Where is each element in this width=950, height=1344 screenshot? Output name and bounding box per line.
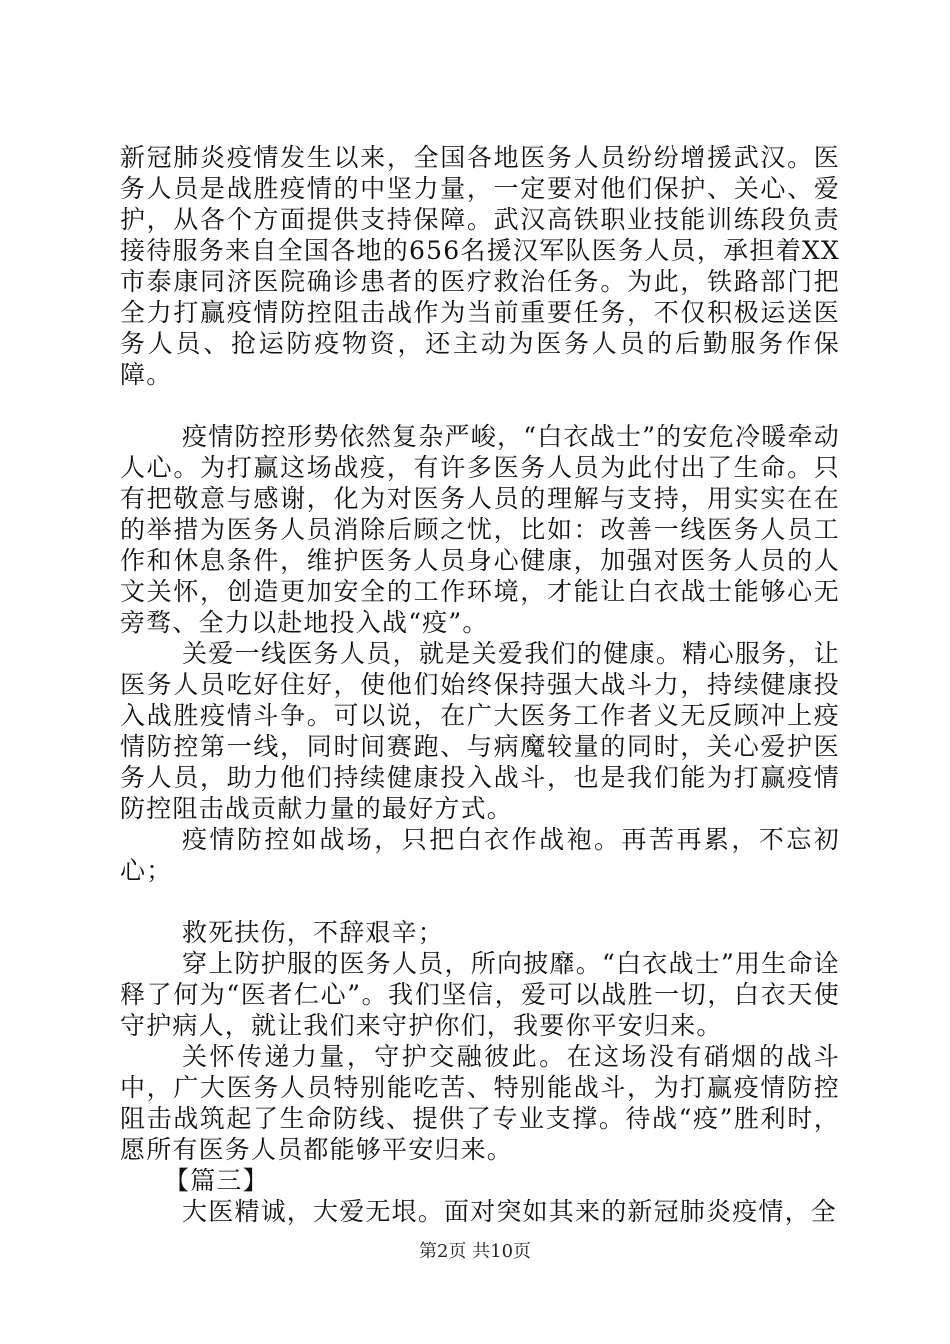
paragraph-2: 疫情防控形势依然复杂严峻，“白衣战士”的安危冷暖牵动人心。为打赢这场战疫，有许多医务人员为此付出了生命。只有把敬意与感谢，化为对医务人员的理解与支持，用实实在在的举措为医务人员消除后顾之忧，比如：改善一线医务人员工作和休息条件，维护医务人员身心健康，加强对医务人员的人文关怀，创造更加安全的工作环境，才能让白衣战士能够心无旁骛、全力以赴地投入战“疫”。	[120, 422, 840, 637]
paragraph-3: 关爱一线医务人员，就是关爱我们的健康。精心服务，让医务人员吃好住好，使他们始终保持强大战斗力，持续健康投入战胜疫情斗争。可以说，在广大医务工作者义无反顾冲上疫情防控第一线，同时间赛跑、与病魔较量的同时，关心爱护医务人员，助力他们持续健康投入战斗，也是我们能为打赢疫情防控阻击战贡献力量的最好方式。	[120, 639, 840, 823]
paragraph-4: 疫情防控如战场，只把白衣作战袍。再苦再累，不忘初心；	[120, 825, 840, 885]
page-footer: 第2页 共10页	[418, 1241, 532, 1262]
paragraph-6: 穿上防护服的医务人员，所向披靡。“白衣战士”用生命诠释了何为“医者仁心”。我们坚信，爱可以战胜一切，白衣天使守护病人，就让我们来守护你们，我要你平安归来。	[120, 949, 840, 1040]
paragraph-1: 新冠肺炎疫情发生以来，全国各地医务人员纷纷增援武汉。医务人员是战胜疫情的中坚力量，一定要对他们保护、关心、爱护，从各个方面提供支持保障。武汉高铁职业技能训练段负责接待服务来自全国各地的656名援汉军队医务人员，承担着XX市泰康同济医院确诊患者的医疗救治任务。为此，铁路部门把全力打赢疫情防控阻击战作为当前重要任务，不仅积极运送医务人员、抢运防疫物资，还主动为医务人员的后勤服务作保障。	[120, 143, 840, 389]
paragraph-8: 大医精诚，大爱无垠。面对突如其来的新冠肺炎疫情，全	[182, 1197, 838, 1226]
document-body	[120, 142, 840, 1227]
section-heading: 【篇三】	[164, 1166, 269, 1195]
paragraph-7: 关怀传递力量，守护交融彼此。在这场没有硝烟的战斗中，广大医务人员特别能吃苦、特别能战斗，为打赢疫情防控阻击战筑起了生命防线、提供了专业支撑。待战“疫”胜利时，愿所有医务人员都能够平安归来。	[120, 1042, 840, 1164]
paragraph-5: 救死扶伤，不辞艰辛；	[182, 918, 445, 947]
